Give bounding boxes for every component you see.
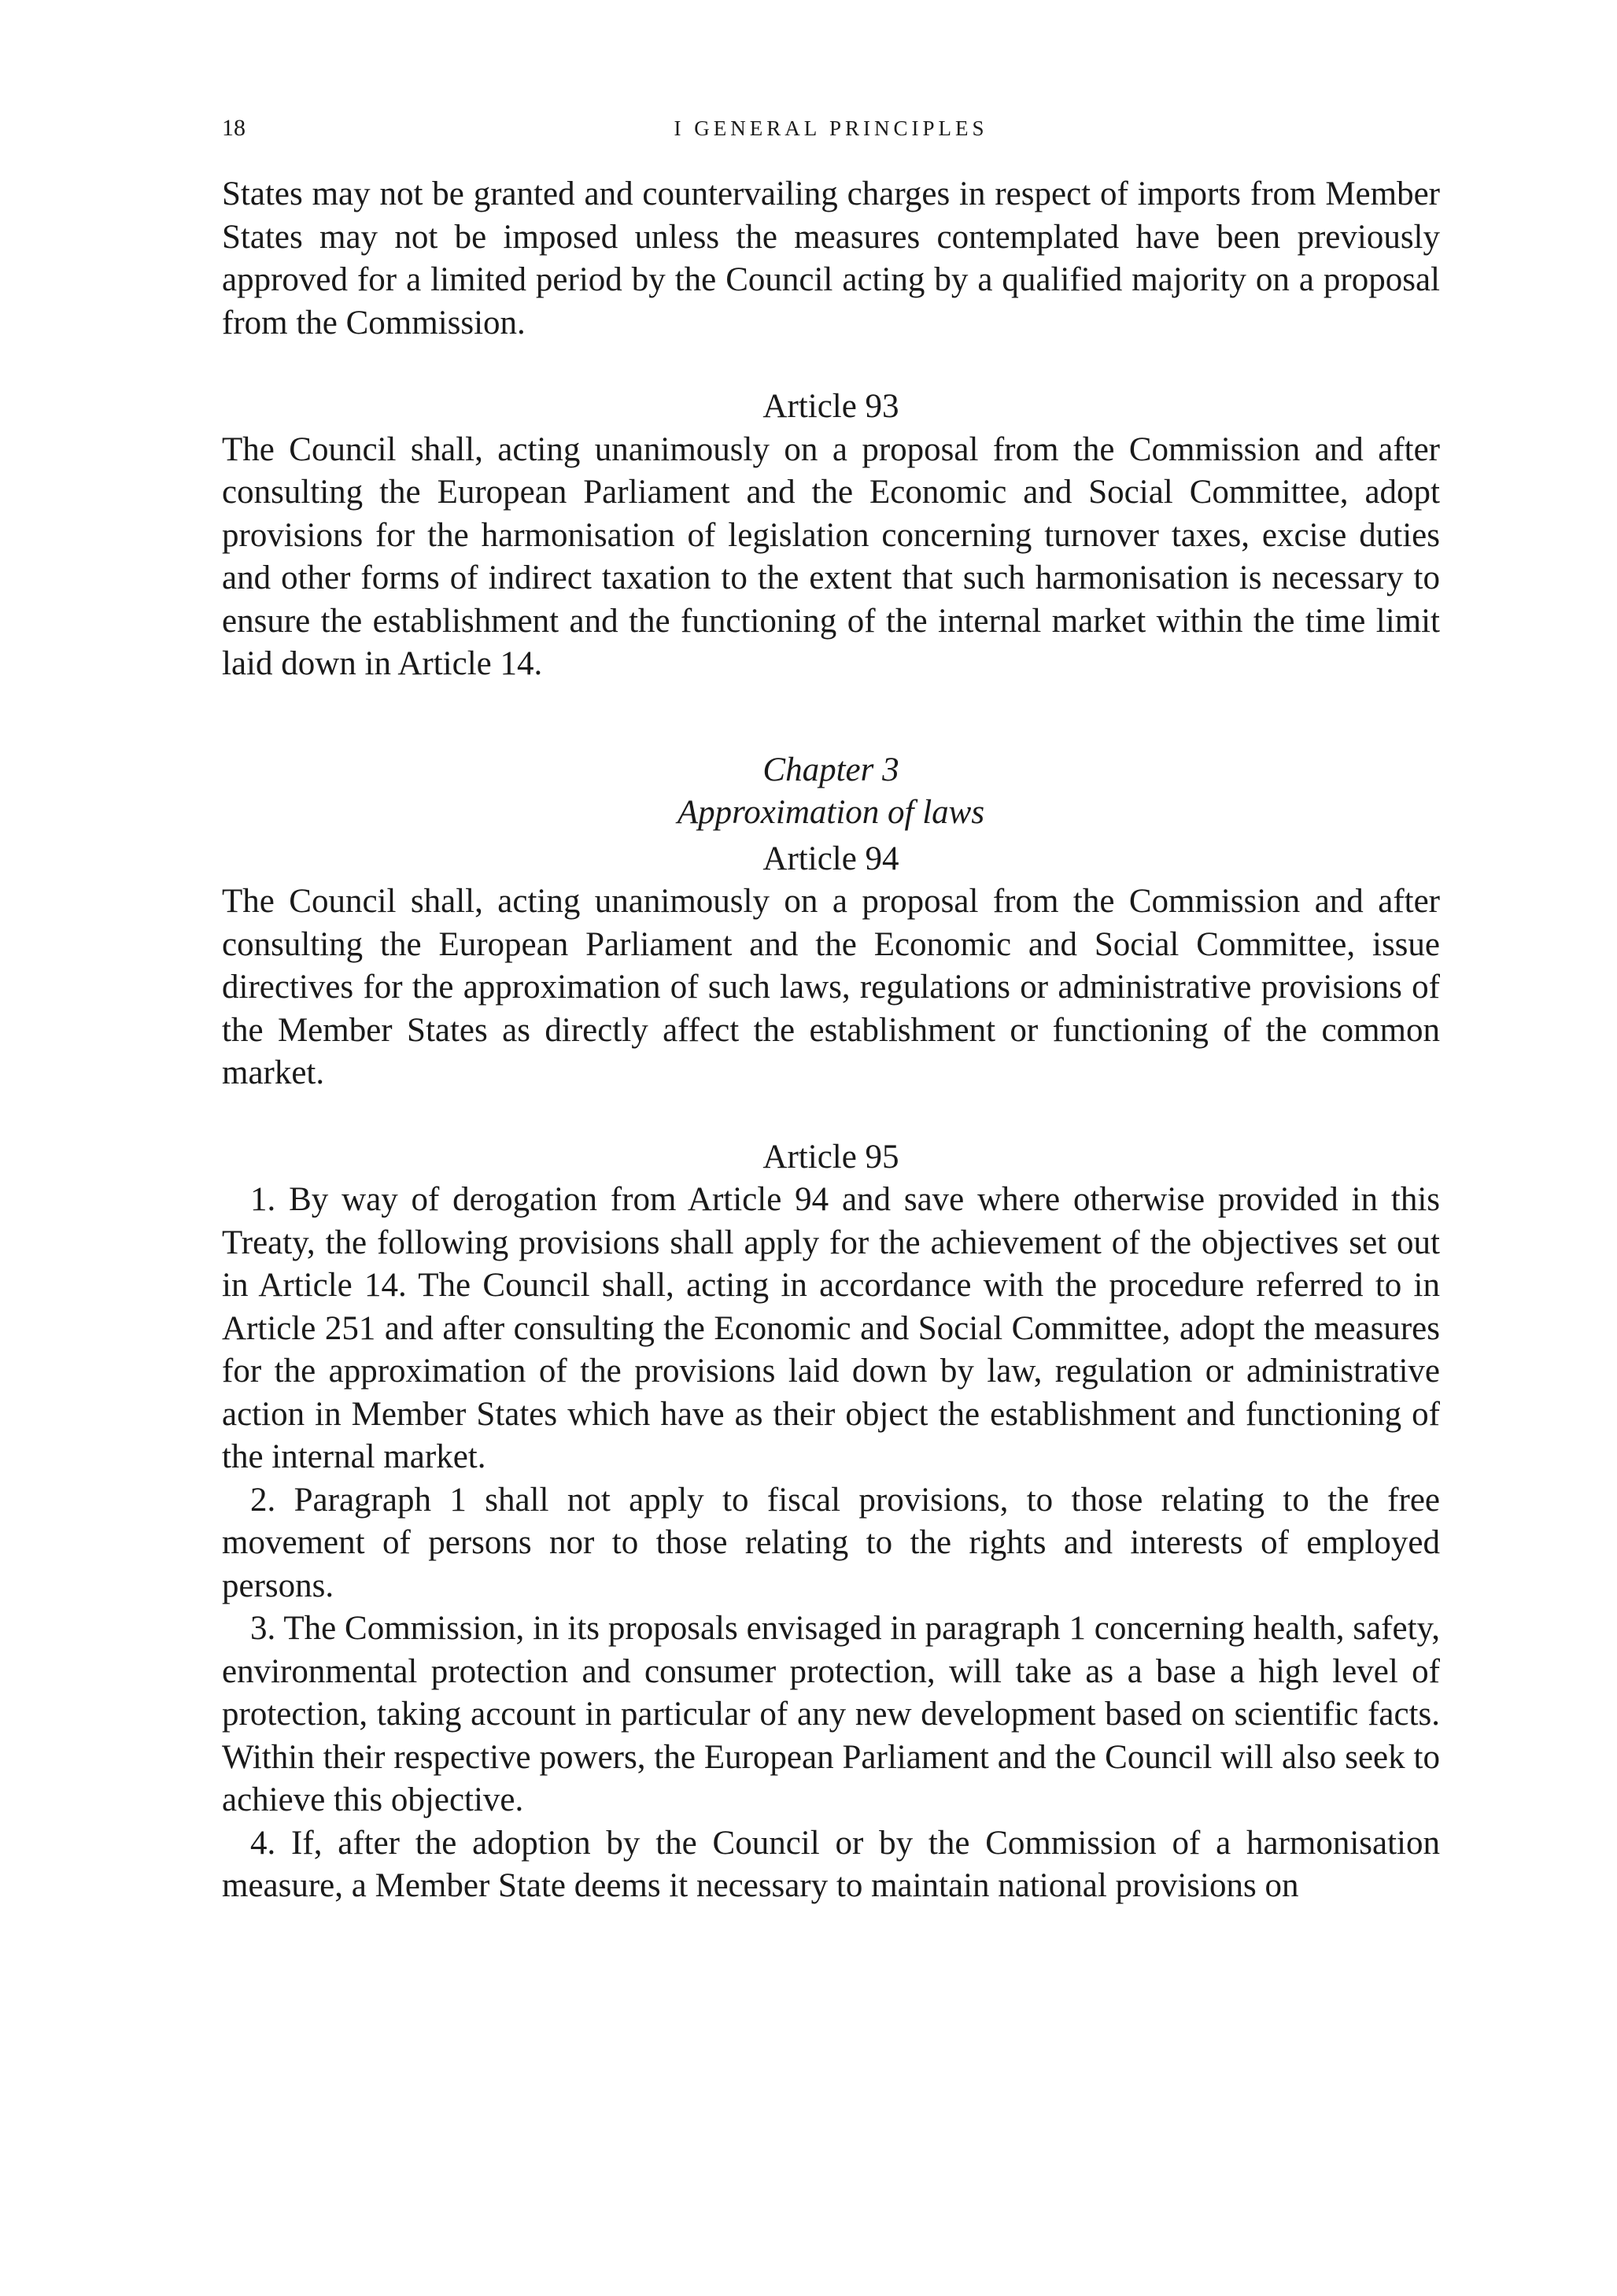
running-head <box>222 113 1440 144</box>
article-95-paragraph-4: 4. If, after the adoption by the Council or by the Commission of a harmonisation measure, a Member State deems it necessary to maintain national provisions on <box>222 1824 1440 1904</box>
article-95-paragraph-2: 2. Paragraph 1 shall not apply to fiscal provisions, to those relating to the free movement of persons nor to those relating to the rights and interests of employed persons. <box>222 1481 1440 1604</box>
article-95-paragraph-1: 1. By way of derogation from Article 94 and save where otherwise provided in this Treaty, the following provisions shall apply for the achievement of the objectives set out in Article 14. The Council shall, acting in accordance with the procedure referred to in Article 251 and after consulting the Economic and Social Committee, adopt the measures for the approximation of the provisions laid down by law, regulation or administrative action in Member States which have as their object the establishment and functioning of the internal market. <box>222 1181 1440 1475</box>
article-95-paragraph-3: 3. The Commission, in its proposals envisaged in paragraph 1 concerning health, safety, environmental protection and consumer protection, will take as a base a high level of protection, taking account in particular of any new development based on scientific facts. Within their respective powers, the European Parliament and the Council will also seek to achieve this objective. <box>222 1610 1440 1818</box>
page-number: 18 <box>222 115 246 141</box>
article-93-heading: Article 93 <box>762 388 899 425</box>
body-text <box>222 173 1440 1908</box>
article-93-text: The Council shall, acting unanimously on a proposal from the Commission and after consulting the European Parliament and the Economic and Social Committee, adopt provisions for the harmonisation of legislation concerning turnover taxes, excise duties and other forms of indirect taxation to the extent that such harmonisation is necessary to ensure the establishment and the functioning of the internal market within the time limit laid down in Article 14. <box>222 430 1440 682</box>
chapter-title: Approximation of laws <box>677 794 985 831</box>
section-title: I GENERAL PRINCIPLES <box>674 116 988 140</box>
intro-paragraph: States may not be granted and countervailing charges in respect of imports from Member States may not be imposed unless the measures contemplated have been previously approved for a limited period by the Council acting by a qualified majority on a proposal from the Commission. <box>222 175 1440 341</box>
article-94-heading: Article 94 <box>762 840 899 877</box>
article-95-heading: Article 95 <box>762 1138 899 1176</box>
chapter-number: Chapter 3 <box>762 751 899 788</box>
article-94-text: The Council shall, acting unanimously on a proposal from the Commission and after consulting the European Parliament and the Economic and Social Committee, issue directives for the approximation of such laws, regulations or administrative provisions of the Member States as directly affect the establishment or functioning of the common market. <box>222 883 1440 1091</box>
